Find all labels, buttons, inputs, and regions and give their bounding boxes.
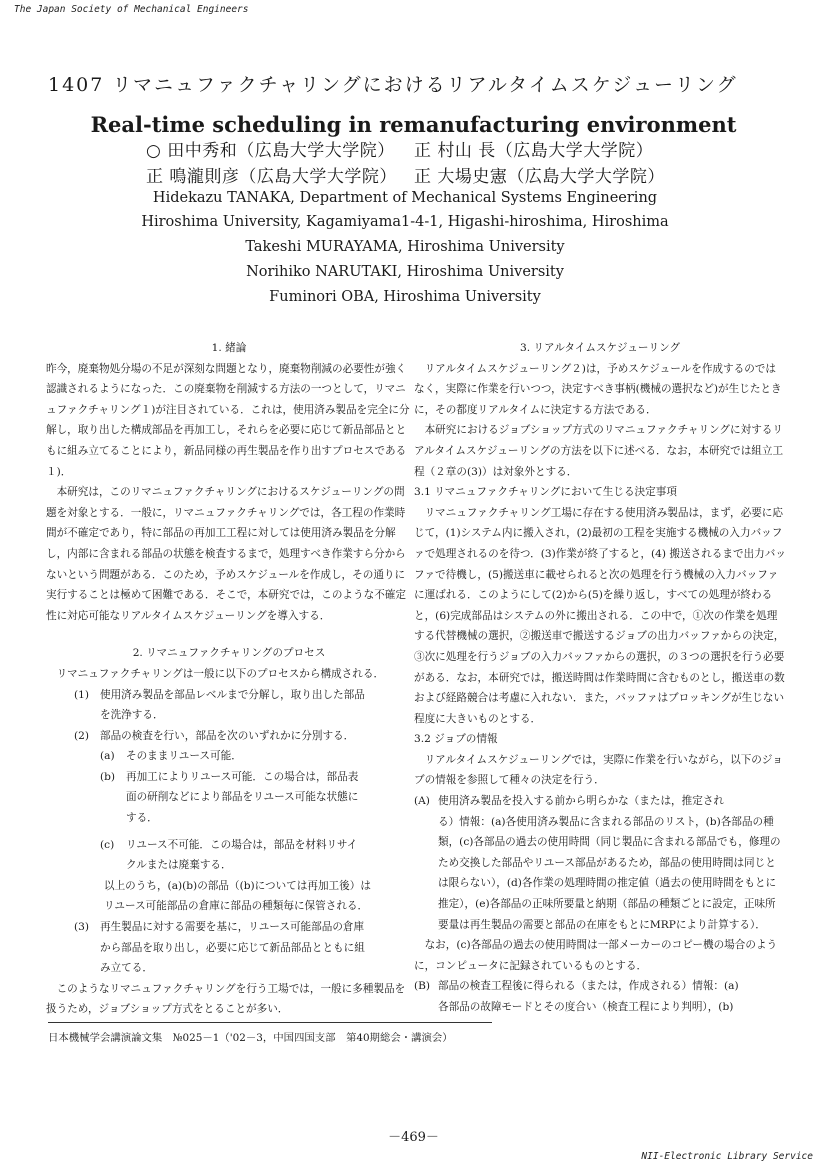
proceedings-footer: 日本機械学会講演論文集 №025－1（'02－3，中国四国支部 第40期総会・講演会） bbox=[48, 1032, 453, 1044]
subsection-heading: 3.2 ジョブの情報 bbox=[414, 733, 498, 746]
left-column bbox=[46, 338, 412, 1020]
author-oba: 正 大場史憲（広島大学大学院） bbox=[414, 167, 665, 187]
list-text: そのままリユース可能． bbox=[126, 750, 242, 763]
paragraph: リアルタイムスケジューリング２)は，予めスケジュールを作成するのではなく，実際に作業を行いつつ，決定すべき事柄(機械の選択など)が生じたときに，その都度リアルタイムに決定する方法である． bbox=[414, 362, 782, 416]
author-tanaka: ○ 田中秀和（広島大学大学院） bbox=[146, 141, 395, 161]
list-text: 使用済み製品を部品レベルまで分解し，取り出した部品 bbox=[100, 688, 365, 701]
list-text: 部品の検査工程後に得られる（または，作成される）情報：(a) bbox=[438, 980, 739, 993]
list-item bbox=[414, 791, 786, 812]
author-narutaki: 正 鳴瀧則彦（広島大学大学院） bbox=[146, 167, 397, 187]
list-text: から部品を取り出し，必要に応じて新品部品とともに組 bbox=[100, 941, 365, 954]
affiliation-line: Hidekazu TANAKA, Department of Mechanical Systems Engineering bbox=[152, 190, 658, 206]
list-marker: (1) bbox=[74, 688, 90, 701]
list-marker: (3) bbox=[74, 921, 90, 934]
list-text: を洗浄する． bbox=[100, 709, 164, 722]
paragraph: リマニュファクチャリングは一般に以下のプロセスから構成される． bbox=[56, 667, 385, 680]
list-text: 使用済み製品を投入する前から明らかな（または，推定され bbox=[438, 795, 725, 808]
list-text: る）情報：(a)各使用済み製品に含まれる部品のリスト，(b)各部品の種類，(c)各部品の過去の使用時間（同じ製品に含まれる部品でも，修理のため交換した部品やリユース部品があるため，部品の使用時間は同じとは限らない），(d)各作業の処理時間の推定値（過去の使用時間をもとに推定），(e)各部品の正味所要量と納期（部品の種類ごとに設定，正味所要量は再生製品の需要と部品の在庫をもとにMRPにより計算する）． bbox=[438, 815, 781, 931]
section-heading: 2. リマニュファクチャリングのプロセス bbox=[132, 647, 326, 660]
affiliation-line: Takeshi MURAYAMA, Hiroshima University bbox=[245, 239, 565, 255]
list-marker: (2) bbox=[74, 729, 90, 742]
list-text: 再生製品に対する需要を基に，リユース可能部品の倉庫 bbox=[100, 921, 365, 934]
list-text: 部品の検査を行い，部品を次のいずれかに分別する． bbox=[100, 729, 355, 742]
sub-list-item bbox=[46, 767, 412, 788]
society-header: The Japan Society of Mechanical Engineers bbox=[14, 4, 249, 15]
list-marker: (c) bbox=[100, 838, 115, 851]
page-number: －469－ bbox=[388, 1130, 439, 1145]
japanese-title: 1407 リマニュファクチャリングにおけるリアルタイムスケジューリング bbox=[48, 74, 738, 96]
paragraph: リマニュファクチャリング工場に存在する使用済み製品は，まず，必要に応じて，(1)システム内に搬入され，(2)最初の工程を実施する機械の入力バッファで処理されるのを待つ．(3)作業が終了すると，(4) 搬送されるまで出力バッファで待機し，(5)搬送車に載せられると次の処理を行う機械の入力バッファに運ばれる．このようにして(2)から(5)を繰り返し，すべての処理が終わると，(6)完成部品はシステムの外に搬出される．この中で，①次の作業を処理する代替機械の選択，②搬送車で搬送するジョブの出力バッファからの決定，③次に処理を行うジョブの入力バッファからの選択，の３つの選択を行う必要がある．なお，本研究では，搬送時間は作業時間に含むものとし，搬送車の数および経路競合は考慮に入れない．また，バッファはブロッキングが生じない程度に大きいものとする． bbox=[414, 506, 786, 725]
section-heading: 1. 緒論 bbox=[211, 342, 247, 354]
paragraph: 昨今，廃棄物処分場の不足が深刻な問題となり，廃棄物削減の必要性が強く認識されるようになった．この廃棄物を削減する方法の一つとして，リマニュファクチャリング１)が注目されている．これは，使用済み製品を完全に分解し，取り出した構成部品を再加工し，それらを必要に応じて新品部品とともに組み立てることにより，新品同様の再生製品を作り出すプロセスである１)． bbox=[46, 362, 410, 478]
paragraph: なお，(c)各部品の過去の使用時間は一部メーカーのコピー機の場合のように，コンピュータに記録されているものとする． bbox=[414, 939, 778, 972]
affiliation-line: Norihiko NARUTAKI, Hiroshima University bbox=[246, 264, 564, 280]
list-item bbox=[414, 976, 786, 997]
author-murayama: 正 村山 長（広島大学大学院） bbox=[414, 141, 654, 161]
list-text: リユース不可能．この場合は，部品を材料リサイ bbox=[126, 838, 358, 851]
english-title: Real-time scheduling in remanufacturing environment bbox=[90, 112, 737, 137]
right-column bbox=[414, 338, 786, 1018]
list-text: リユース可能部品の倉庫に部品の種類毎に保管される． bbox=[104, 900, 369, 913]
nii-footer: NII-Electronic Library Service bbox=[641, 1151, 813, 1162]
list-marker: (b) bbox=[100, 770, 116, 783]
list-text: する． bbox=[126, 812, 158, 825]
affiliation-line: Fuminori OBA, Hiroshima University bbox=[269, 289, 541, 305]
list-item bbox=[46, 917, 412, 938]
list-item bbox=[46, 726, 412, 747]
list-marker: (A) bbox=[414, 795, 430, 808]
subsection-heading: 3.1 リマニュファクチャリングにおいて生じる決定事項 bbox=[414, 486, 677, 499]
paragraph: 本研究は，このリマニュファクチャリングにおけるスケジューリングの問題を対象とする．一般に，リマニュファクチャリングでは，各工程の作業時間が不確定であり，特に部品の再加工工程に対しては使用済み製品を分解し，内部に含まれる部品の状態を検査するまで，処理すべき作業すら分からないという問題がある．このため，予めスケジュールを作成し，その通りに実行することは極めて困難である．そこで，本研究では，このような不確定性に対応可能なリアルタイムスケジューリングを導入する． bbox=[46, 486, 406, 622]
list-text: 再加工によりリユース可能．この場合は，部品表 bbox=[126, 770, 359, 783]
list-marker: (a) bbox=[100, 750, 115, 763]
paragraph: このようなリマニュファクチャリングを行う工場では，一般に多種製品を扱うため，ジョブショップ方式をとることが多い． bbox=[46, 982, 406, 1016]
list-text: 各部品の故障モードとその度合い（検査工程により判明），(b) bbox=[438, 1001, 734, 1013]
list-marker: (B) bbox=[414, 980, 431, 993]
affiliation-line: Hiroshima University, Kagamiyama1-4-1, Higashi-hiroshima, Hiroshima bbox=[141, 214, 669, 230]
paragraph: リアルタイムスケジューリングでは，実際に作業を行いながら，以下のジョブの情報を参照して種々の決定を行う． bbox=[414, 753, 783, 787]
list-text: み立てる． bbox=[100, 962, 153, 975]
paragraph: 本研究におけるジョブショップ方式のリマニュファクチャリングに対するリアルタイムスケジューリングの方法を以下に述べる．なお，本研究では組立工程（２章の(3)）は対象外とする． bbox=[414, 424, 784, 478]
section-heading: 3. リアルタイムスケジューリング bbox=[519, 342, 681, 354]
list-text: 以上のうち，(a)(b)の部品（(b)については再加工後）は bbox=[104, 879, 371, 892]
list-text: 面の研削などにより部品をリユース可能な状態に bbox=[126, 791, 359, 804]
list-text: クルまたは廃棄する． bbox=[126, 859, 232, 872]
footer-divider bbox=[48, 1022, 492, 1023]
sub-list-item bbox=[46, 746, 412, 767]
list-item bbox=[46, 685, 412, 706]
sub-list-item bbox=[46, 835, 412, 856]
